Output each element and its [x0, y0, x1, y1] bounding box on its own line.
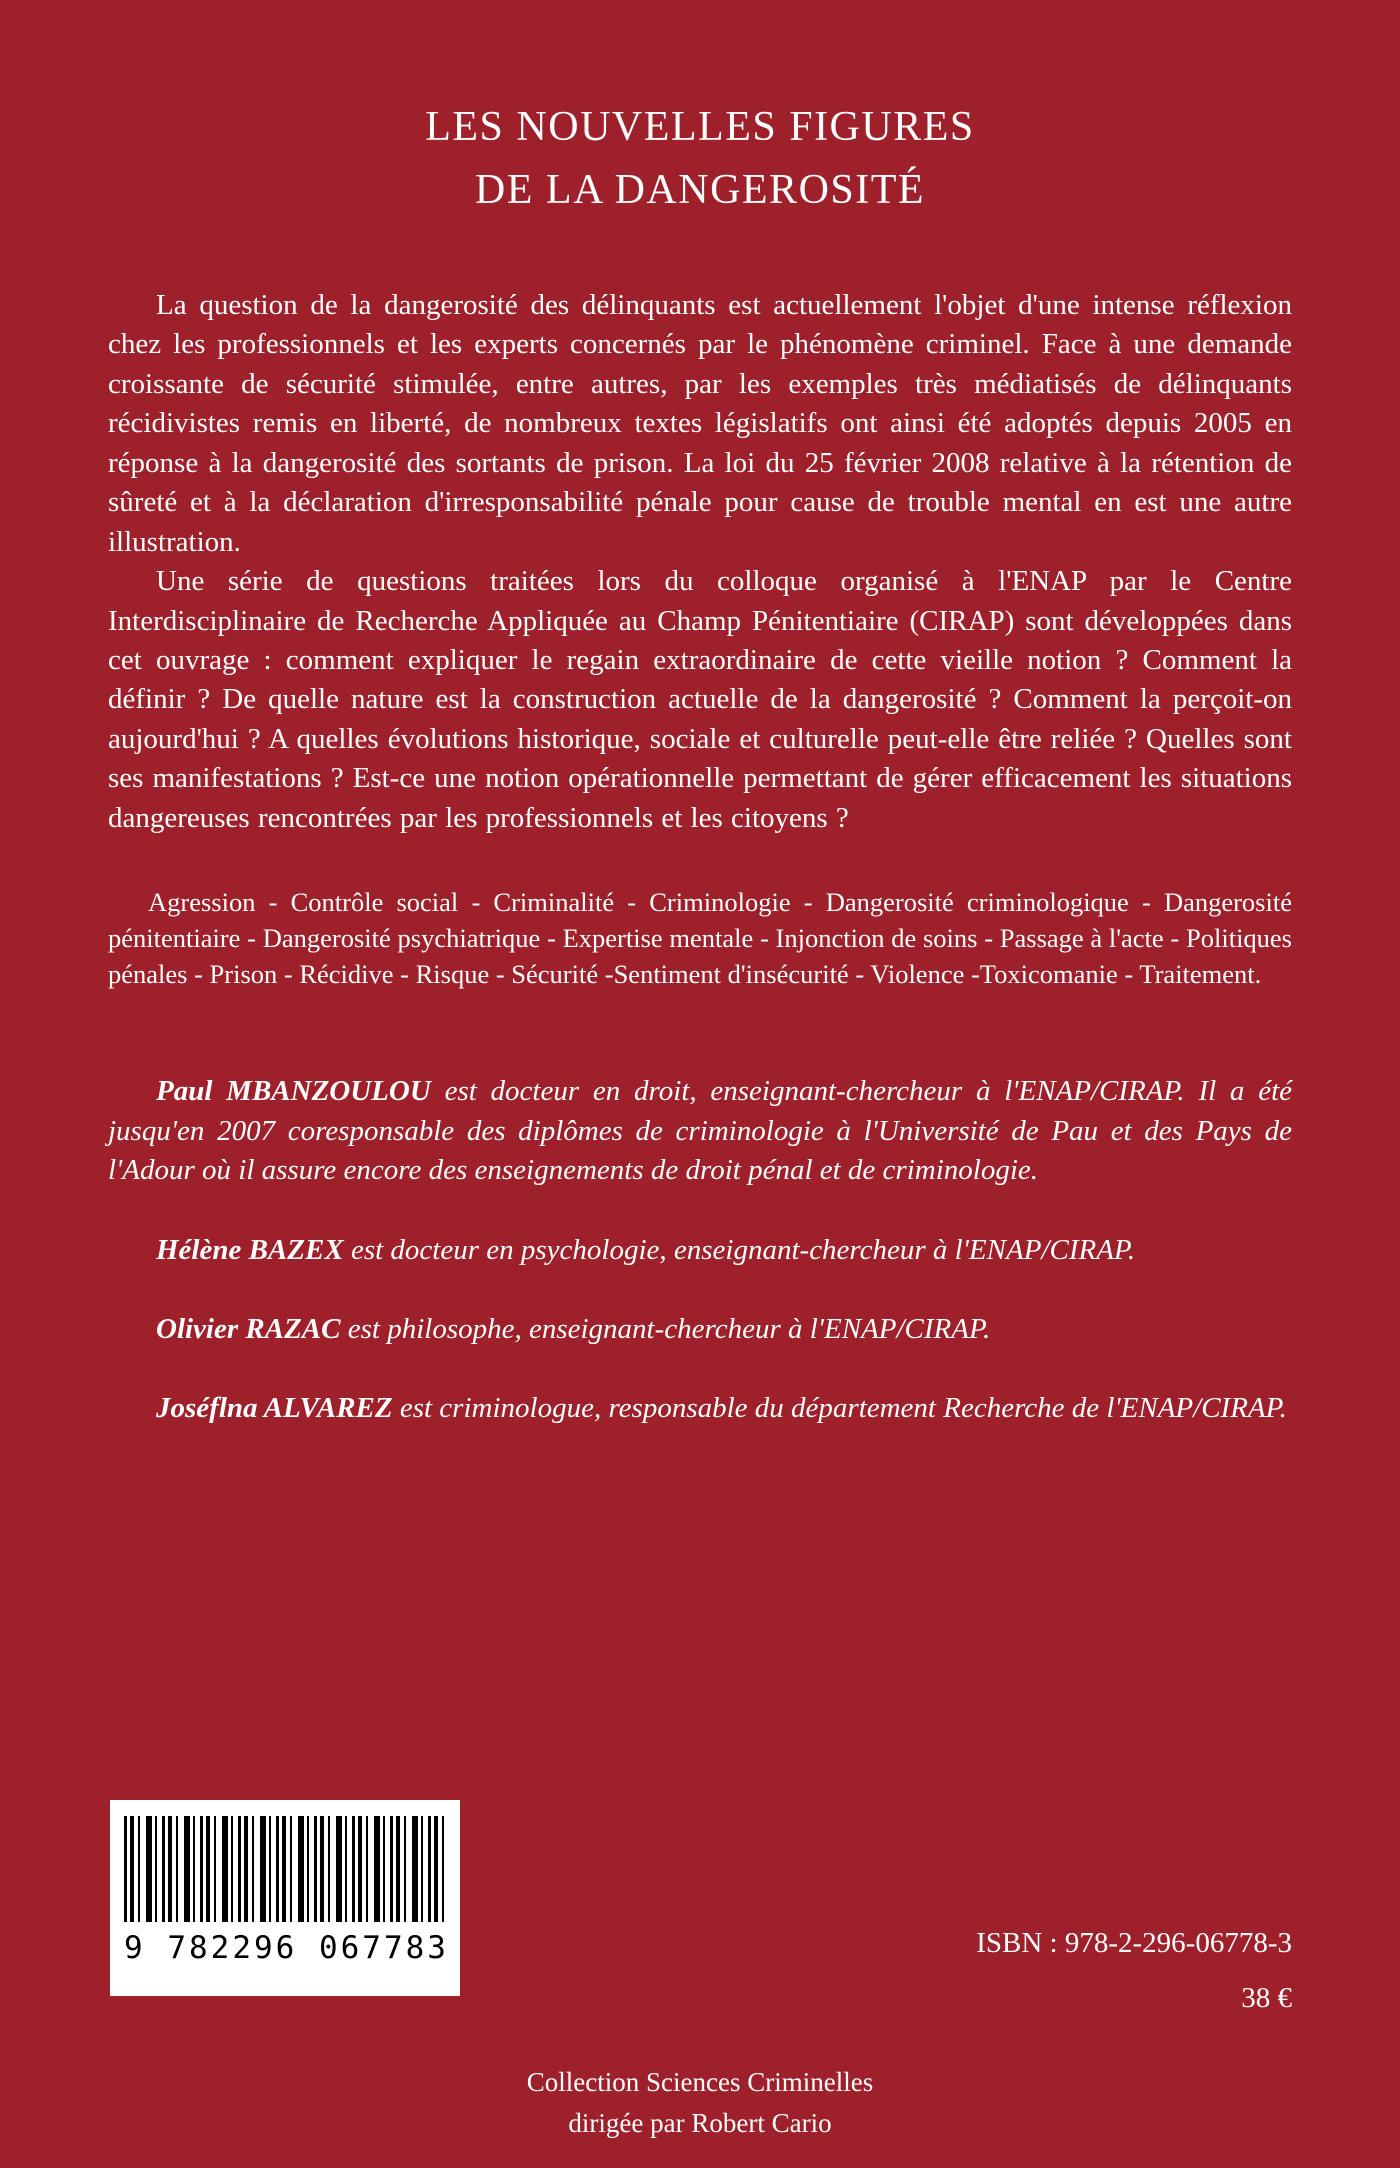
author-name: Olivier RAZAC — [156, 1312, 341, 1345]
author-bio-text: est criminologue, responsable du département Recherche de l'ENAP/CIRAP. — [392, 1392, 1287, 1425]
synopsis-paragraph-2: Une série de questions traitées lors du colloque organisé à l'ENAP par le Centre Interdisciplinaire de Recherche Appliquée au Champ Pénitentiaire (CIRAP) sont développées dans cet ouvrage : comment expliquer le regain extraordinaire de cette vieille notion ? Comment la définir ? De quelle nature est la construction actuelle de la dangerosité ? Comment la perçoit-on aujourd'hui ? A quelles évolutions historique, sociale et culturelle peut-elle être reliée ? Quelles sont ses manifestations ? Est-ce une notion opérationnelle permettant de gérer efficacement les situations dangereuses rencontrées par les professionnels et les citoyens ? — [108, 565, 1292, 834]
barcode-digits: 9 782296 067783 — [124, 1930, 449, 1966]
author-bio-text: est docteur en droit, enseignant-chercheur à l'ENAP/CIRAP. Il a été jusqu'en 2007 coresponsable des diplômes de criminologie à l'Université de Pau et des Pays de l'Adour où il assure encore des enseignements de droit pénal et de criminologie. — [108, 1075, 1293, 1187]
author-name: Paul MBANZOULOU — [156, 1075, 431, 1108]
author-bio-text: est philosophe, enseignant-chercheur à l'ENAP/CIRAP. — [340, 1312, 991, 1345]
collection-director: dirigée par Robert Cario — [568, 2107, 832, 2138]
author-bio-bazex — [108, 1231, 1292, 1270]
collection-name: Collection Sciences Criminelles — [526, 2067, 874, 2097]
book-title-line1: LES NOUVELLES FIGURES — [425, 104, 975, 150]
author-bio-text: est docteur en psychologie, enseignant-chercheur à l'ENAP/CIRAP. — [343, 1233, 1136, 1266]
collection-imprint — [0, 2062, 1400, 2143]
barcode — [110, 1800, 460, 1996]
author-name: Joséflna ALVAREZ — [156, 1392, 393, 1425]
isbn-block — [976, 1924, 1292, 2018]
keywords-list: Agression - Contrôle social - Criminalité - Criminologie - Dangerosité criminologique - Dangerosité pénitentiaire - Dangerosité psychiatrique - Expertise mentale - Injonction de soins - Passage à l'acte - Politiques pénales - Prison - Récidive - Risque - Sécurité -Sentiment d'insécurité - Violence -Toxicomanie - Traitement. — [108, 887, 1292, 990]
author-name: Hélène BAZEX — [156, 1233, 344, 1266]
price: 38 € — [1241, 1982, 1292, 2015]
book-title-line2: DE LA DANGEROSITÉ — [474, 167, 926, 213]
author-bios — [108, 1072, 1292, 1429]
author-bio-alvarez — [108, 1389, 1292, 1428]
author-bio-razac — [108, 1310, 1292, 1349]
barcode-bars-image — [124, 1816, 446, 1922]
isbn-number: ISBN : 978-2-296-06778-3 — [976, 1927, 1292, 1959]
book-title — [108, 96, 1292, 222]
synopsis-paragraph-1: La question de la dangerosité des délinquants est actuellement l'objet d'une intense réflexion chez les professionnels et les experts concernés par le phénomène criminel. Face à une demande croissante de sécurité stimulée, entre autres, par les exemples très médiatisés de délinquants récidivistes remis en liberté, de nombreux textes législatifs ont ainsi été adoptés depuis 2005 en réponse à la dangerosité des sortants de prison. La loi du 25 février 2008 relative à la rétention de sûreté et à la déclaration d'irresponsabilité pénale pour cause de trouble mental en est une autre illustration. — [108, 289, 1292, 558]
author-bio-mbanzoulou — [108, 1072, 1292, 1190]
